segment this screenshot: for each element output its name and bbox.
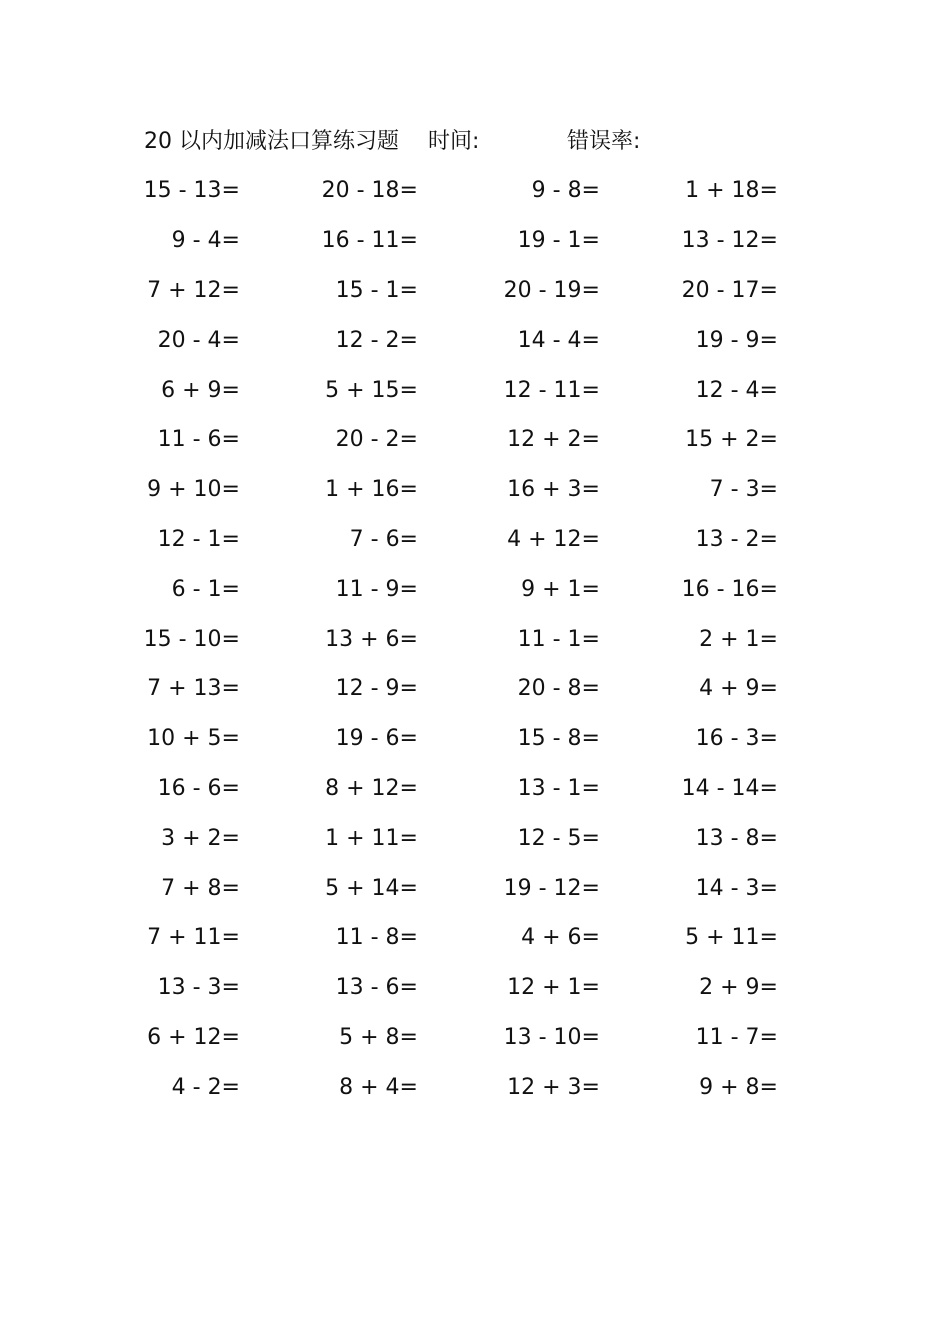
problem-grid (140, 166, 820, 1112)
problem-row (140, 863, 820, 913)
problem-item: 3 + 2= (161, 825, 240, 851)
problem-item: 11 - 6= (157, 427, 240, 453)
problem-item: 7 - 6= (349, 526, 418, 552)
problem-item: 20 - 4= (157, 327, 240, 353)
problem-item: 9 + 10= (147, 477, 240, 503)
problem-item: 19 - 6= (335, 726, 418, 752)
problem-row (140, 365, 820, 415)
problem-row (140, 813, 820, 863)
problem-item: 20 - 18= (321, 178, 418, 204)
problem-item: 9 + 1= (521, 576, 600, 602)
problem-item: 15 - 10= (143, 626, 240, 652)
problem-item: 7 + 12= (147, 277, 240, 303)
problem-item: 4 + 6= (521, 925, 600, 951)
problem-row (140, 963, 820, 1013)
problem-row (140, 465, 820, 515)
problem-item: 11 - 9= (335, 576, 418, 602)
problem-row (140, 564, 820, 614)
problem-row (140, 166, 820, 216)
problem-item: 13 - 12= (681, 228, 778, 254)
problem-item: 9 - 8= (531, 178, 600, 204)
problem-item: 2 + 9= (699, 975, 778, 1001)
problem-item: 12 - 9= (335, 676, 418, 702)
problem-item: 13 - 1= (517, 775, 600, 801)
problem-item: 12 + 2= (507, 427, 600, 453)
problem-item: 8 + 12= (325, 775, 418, 801)
problem-item: 10 + 5= (147, 726, 240, 752)
problem-item: 12 - 11= (503, 377, 600, 403)
problem-row (140, 1062, 820, 1112)
problem-item: 5 + 15= (325, 377, 418, 403)
problem-item: 5 + 8= (339, 1024, 418, 1050)
problem-item: 1 + 11= (325, 825, 418, 851)
problem-item: 15 + 2= (685, 427, 778, 453)
problem-item: 4 - 2= (171, 1074, 240, 1100)
problem-item: 12 - 2= (335, 327, 418, 353)
problem-item: 16 + 3= (507, 477, 600, 503)
problem-item: 20 - 19= (503, 277, 600, 303)
problem-item: 11 - 1= (517, 626, 600, 652)
problem-row (140, 714, 820, 764)
problem-row (140, 1013, 820, 1063)
problem-item: 6 + 9= (161, 377, 240, 403)
problem-item: 6 - 1= (171, 576, 240, 602)
problem-item: 16 - 6= (157, 775, 240, 801)
problem-item: 12 - 1= (157, 526, 240, 552)
problem-item: 20 - 2= (335, 427, 418, 453)
worksheet-title: 20 以内加减法口算练习题 (144, 129, 399, 154)
problem-item: 13 - 3= (157, 975, 240, 1001)
problem-item: 19 - 9= (695, 327, 778, 353)
problem-row (140, 415, 820, 465)
problem-item: 12 + 3= (507, 1074, 600, 1100)
problem-item: 14 - 14= (681, 775, 778, 801)
problem-item: 15 - 1= (335, 277, 418, 303)
problem-item: 8 + 4= (339, 1074, 418, 1100)
worksheet-header (144, 124, 640, 160)
problem-item: 1 + 16= (325, 477, 418, 503)
problem-item: 19 - 1= (517, 228, 600, 254)
problem-item: 16 - 3= (695, 726, 778, 752)
problem-item: 15 - 8= (517, 726, 600, 752)
problem-item: 15 - 13= (143, 178, 240, 204)
problem-item: 2 + 1= (699, 626, 778, 652)
problem-item: 4 + 9= (699, 676, 778, 702)
problem-item: 14 - 4= (517, 327, 600, 353)
problem-row (140, 266, 820, 316)
problem-item: 5 + 14= (325, 875, 418, 901)
problem-item: 12 + 1= (507, 975, 600, 1001)
problem-item: 16 - 16= (681, 576, 778, 602)
problem-row (140, 515, 820, 565)
problem-row (140, 764, 820, 814)
problem-item: 7 + 8= (161, 875, 240, 901)
problem-row (140, 315, 820, 365)
problem-item: 13 - 10= (503, 1024, 600, 1050)
problem-item: 12 - 4= (695, 377, 778, 403)
problem-item: 7 - 3= (709, 477, 778, 503)
problem-item: 13 - 2= (695, 526, 778, 552)
problem-row (140, 216, 820, 266)
problem-item: 16 - 11= (321, 228, 418, 254)
problem-item: 13 - 6= (335, 975, 418, 1001)
error-rate-label: 错误率: (567, 129, 641, 154)
problem-item: 13 + 6= (325, 626, 418, 652)
problem-item: 6 + 12= (147, 1024, 240, 1050)
problem-item: 13 - 8= (695, 825, 778, 851)
problem-item: 11 - 8= (335, 925, 418, 951)
problem-item: 12 - 5= (517, 825, 600, 851)
problem-item: 9 - 4= (171, 228, 240, 254)
problem-item: 5 + 11= (685, 925, 778, 951)
problem-item: 7 + 11= (147, 925, 240, 951)
problem-item: 1 + 18= (685, 178, 778, 204)
problem-item: 4 + 12= (507, 526, 600, 552)
problem-row (140, 664, 820, 714)
time-label: 时间: (428, 129, 480, 154)
problem-item: 7 + 13= (147, 676, 240, 702)
problem-item: 20 - 17= (681, 277, 778, 303)
problem-row (140, 913, 820, 963)
problem-row (140, 614, 820, 664)
problem-item: 19 - 12= (503, 875, 600, 901)
problem-item: 11 - 7= (695, 1024, 778, 1050)
problem-item: 9 + 8= (699, 1074, 778, 1100)
problem-item: 20 - 8= (517, 676, 600, 702)
problem-item: 14 - 3= (695, 875, 778, 901)
